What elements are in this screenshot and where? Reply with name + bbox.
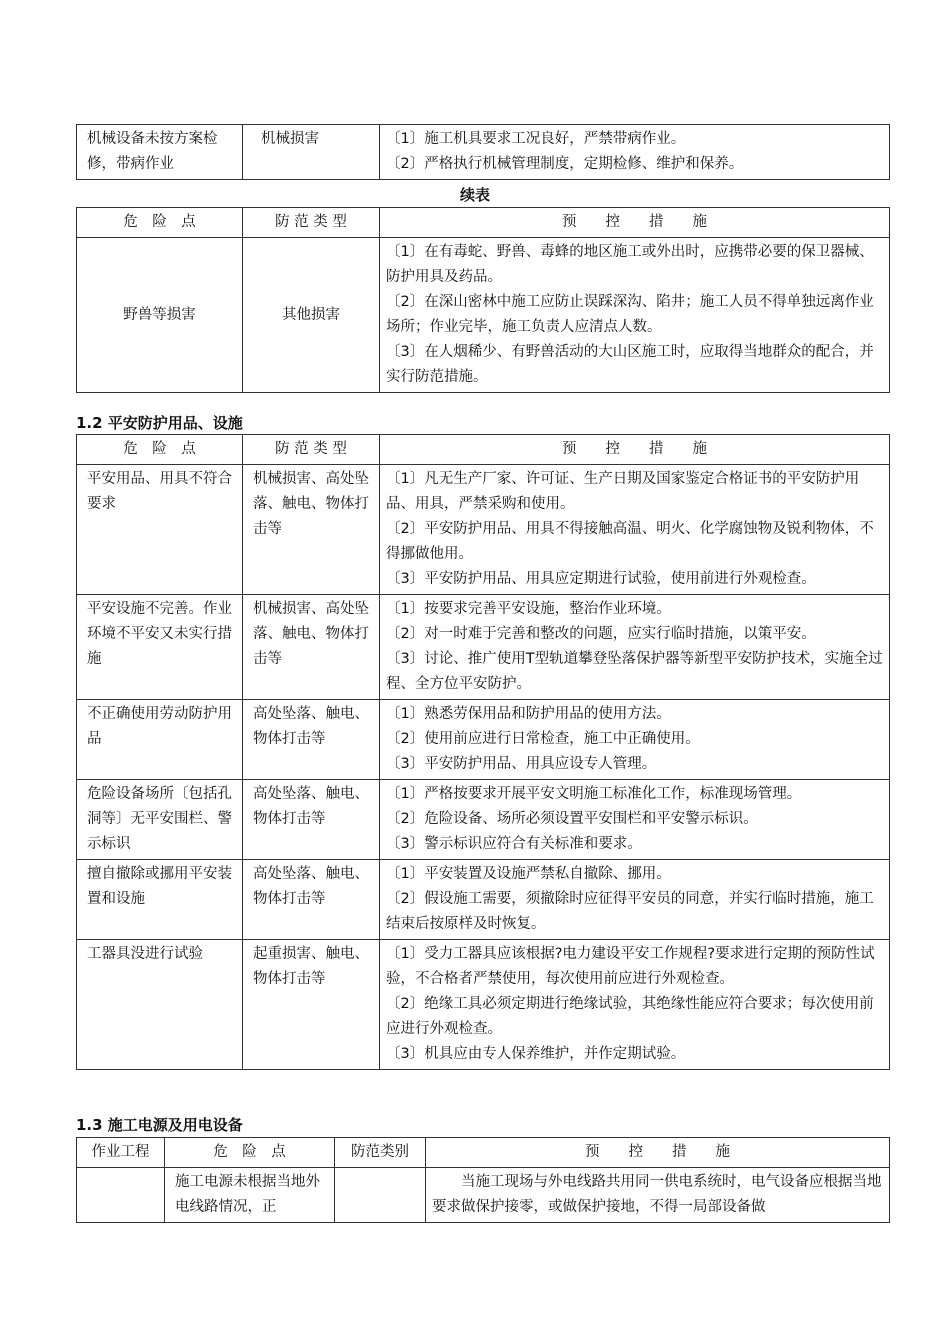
- header-type: 防 范 类 型: [243, 208, 380, 238]
- continued-label: 续表: [459, 186, 490, 204]
- header-type: 防 范 类 型: [243, 435, 380, 465]
- measure-item: 〔3〕警示标识应符合有关标准和要求。: [386, 836, 642, 852]
- header-hazard: 危 险 点: [77, 208, 243, 238]
- measure-item: 〔1〕在有毒蛇、野兽、毒蜂的地区施工或外出时，应携带必要的保卫器械、防护用具及药品。: [386, 244, 874, 285]
- safety-equipment-table: [76, 434, 890, 1070]
- measure-item: 〔3〕平安防护用品、用具应设专人管理。: [386, 756, 657, 772]
- measure-item: 〔3〕平安防护用品、用具应定期进行试验，使用前进行外观检查。: [386, 571, 816, 587]
- measures-cell: [380, 125, 890, 180]
- measures-cell: [380, 595, 890, 700]
- measure-item: 〔2〕使用前应进行日常检查，施工中正确使用。: [386, 731, 700, 747]
- header-project: 作业工程: [77, 1138, 165, 1168]
- measure-item: 〔1〕凡无生产厂家、许可证、生产日期及国家鉴定合格证书的平安防护用品、用具，严禁采购和使用。: [386, 471, 860, 512]
- table-header-row: [77, 208, 890, 238]
- table-row: [77, 860, 890, 940]
- hazard-cell: 危险设备场所〔包括孔洞等〕无平安围栏、警示标识: [77, 780, 243, 860]
- measure-item: 〔1〕按要求完善平安设施，整治作业环境。: [386, 601, 671, 617]
- measure-item: 〔2〕绝缘工具必须定期进行绝缘试验，其绝缘性能应符合要求；每次使用前应进行外观检查。: [386, 996, 874, 1037]
- measure-item: 〔2〕在深山密林中施工应防止误踩深沟、陷井；施工人员不得单独远离作业场所；作业完毕，施工负责人应清点人数。: [386, 294, 874, 335]
- hazard-cell: 平安用品、用具不符合要求: [77, 465, 243, 595]
- measure-item: 〔3〕在人烟稀少、有野兽活动的大山区施工时，应取得当地群众的配合，并实行防范措施。: [386, 344, 874, 385]
- hazard-cell: 擅自撤除或挪用平安装置和设施: [77, 860, 243, 940]
- measures-cell: [380, 465, 890, 595]
- header-type: 防范类别: [335, 1138, 426, 1168]
- type-cell: [335, 1168, 426, 1223]
- hazard-cell: 平安设施不完善。作业环境不平安又未实行措施: [77, 595, 243, 700]
- header-measures: 预 控 措 施: [426, 1138, 890, 1168]
- table-row: [77, 465, 890, 595]
- type-cell: 其他损害: [243, 238, 380, 393]
- measures-cell: [380, 940, 890, 1070]
- measures-cell: [380, 780, 890, 860]
- measure-item: 〔1〕严格按要求开展平安文明施工标准化工作，标准现场管理。: [386, 786, 802, 802]
- type-cell: 机械损害: [243, 125, 380, 180]
- section-title-1-2: 1.2 平安防护用品、设施: [76, 414, 243, 432]
- measure-item: 〔3〕讨论、推广使用T型轨道攀登坠落保护器等新型平安防护技术，实施全过程、全方位平安防护。: [386, 651, 883, 692]
- hazard-cell: 施工电源未根据当地外电线路情况，正: [165, 1168, 335, 1223]
- table-row: [77, 1168, 890, 1223]
- table-row: [77, 595, 890, 700]
- type-cell: 机械损害、高处坠落、触电、物体打击等: [243, 465, 380, 595]
- type-cell: 机械损害、高处坠落、触电、物体打击等: [243, 595, 380, 700]
- measure-item: 〔1〕受力工器具应该根据?电力建设平安工作规程?要求进行定期的预防性试验，不合格者严禁使用，每次使用前应进行外观检查。: [386, 946, 875, 987]
- table-row: [77, 125, 890, 180]
- measure-item: 〔2〕对一时难于完善和整改的问题，应实行临时措施，以策平安。: [386, 626, 816, 642]
- table-header-row: [77, 1138, 890, 1168]
- header-hazard: 危 险 点: [77, 435, 243, 465]
- measure-item: 〔2〕严格执行机械管理制度，定期检修、维护和保养。: [386, 156, 744, 172]
- measure-item: 〔2〕危险设备、场所必须设置平安围栏和平安警示标识。: [386, 811, 758, 827]
- hazard-cell: 工器具没进行试验: [77, 940, 243, 1070]
- measure-item: 〔2〕平安防护用品、用具不得接触高温、明火、化学腐蚀物及锐利物体，不得挪做他用。: [386, 521, 874, 562]
- table-row: [77, 940, 890, 1070]
- type-cell: 起重损害、触电、物体打击等: [243, 940, 380, 1070]
- measure-item: 〔1〕熟悉劳保用品和防护用品的使用方法。: [386, 706, 671, 722]
- table-header-row: [77, 435, 890, 465]
- hazard-cell: 野兽等损害: [77, 238, 243, 393]
- section-title-1-3: 1.3 施工电源及用电设备: [76, 1116, 243, 1134]
- hazard-cell: 机械设备未按方案检修，带病作业: [77, 125, 243, 180]
- power-supply-table: [76, 1137, 890, 1223]
- measure-item: 〔2〕假设施工需要，须撤除时应征得平安员的同意，并实行临时措施，施工结束后按原样及时恢复。: [386, 891, 874, 932]
- project-cell: [77, 1168, 165, 1223]
- header-measures: 预 控 措 施: [380, 435, 890, 465]
- measure-item: 〔1〕施工机具要求工况良好，严禁带病作业。: [386, 131, 686, 147]
- measures-cell: 当施工现场与外电线路共用同一供电系统时，电气设备应根据当地要求做保护接零，或做保护接地，不得一局部设备做: [426, 1168, 890, 1223]
- hazard-cell: 不正确使用劳动防护用品: [77, 700, 243, 780]
- table-row: [77, 700, 890, 780]
- measures-cell: [380, 860, 890, 940]
- table-row: [77, 780, 890, 860]
- measure-item: 〔3〕机具应由专人保养维护，并作定期试验。: [386, 1046, 686, 1062]
- type-cell: 高处坠落、触电、物体打击等: [243, 700, 380, 780]
- measures-cell: [380, 700, 890, 780]
- continued-table: [76, 207, 890, 393]
- top-table: [76, 124, 890, 180]
- measures-cell: [380, 238, 890, 393]
- type-cell: 高处坠落、触电、物体打击等: [243, 860, 380, 940]
- measure-item: 〔1〕平安装置及设施严禁私自撤除、挪用。: [386, 866, 671, 882]
- header-hazard: 危 险 点: [165, 1138, 335, 1168]
- table-row: [77, 238, 890, 393]
- header-measures: 预 控 措 施: [380, 208, 890, 238]
- type-cell: 高处坠落、触电、物体打击等: [243, 780, 380, 860]
